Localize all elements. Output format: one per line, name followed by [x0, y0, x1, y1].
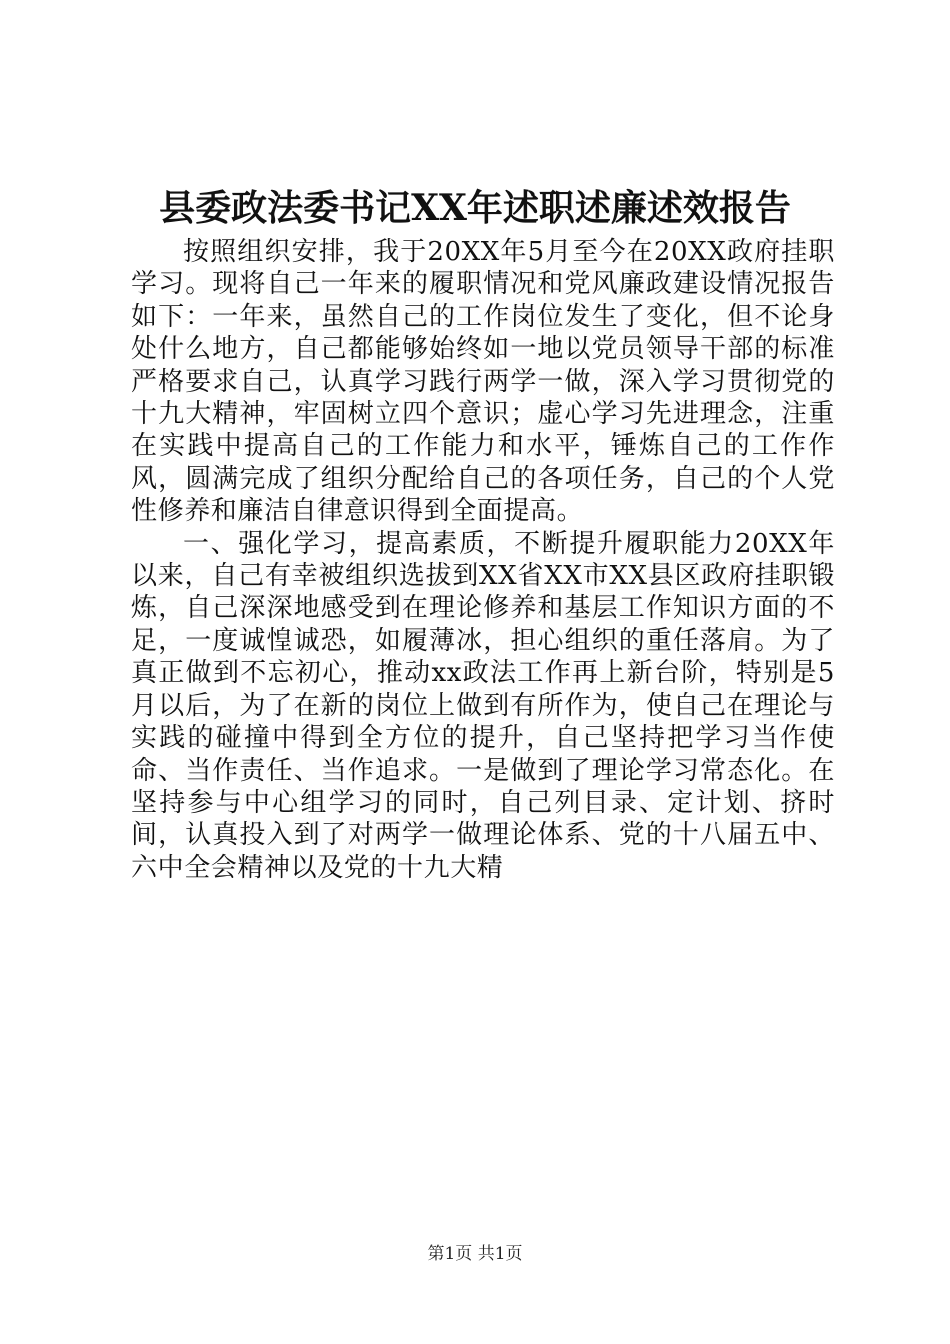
document-title: 县委政法委书记XX年述职述廉述效报告	[159, 187, 791, 229]
paragraph-intro: 按照组织安排，我于20XX年5月至今在20XX政府挂职学习。现将自己一年来的履职情况和党风廉政建设情况报告如下：一年来，虽然自己的工作岗位发生了变化，但不论身处什么地方，自己都能够始终如一地以党员领导干部的标准严格要求自己，认真学习践行两学一做，深入学习贯彻党的十九大精神，牢固树立四个意识；虚心学习先进理念，注重在实践中提高自己的工作能力和水平，锤炼自己的工作作风，圆满完成了组织分配给自己的各项任务，自己的个人党性修养和廉洁自律意识得到全面提高。	[131, 237, 835, 527]
paragraph-section-one: 一、强化学习，提高素质，不断提升履职能力20XX年以来，自己有幸被组织选拔到XX省XX市XX县区政府挂职锻炼，自己深深地感受到在理论修养和基层工作知识方面的不足，一度诚惶诚恐，如履薄冰，担心组织的重任落肩。为了真正做到不忘初心，推动xx政法工作再上新台阶，特别是5月以后，为了在新的岗位上做到有所作为，使自己在理论与实践的碰撞中得到全方位的提升，自己坚持把学习当作使命、当作责任、当作追求。一是做到了理论学习常态化。在坚持参与中心组学习的同时，自己列目录、定计划、挤时间，认真投入到了对两学一做理论体系、党的十八届五中、六中全会精神以及党的十九大精	[131, 528, 835, 883]
document-body	[131, 236, 835, 884]
page-number-footer: 第1页 共1页	[427, 1244, 523, 1264]
